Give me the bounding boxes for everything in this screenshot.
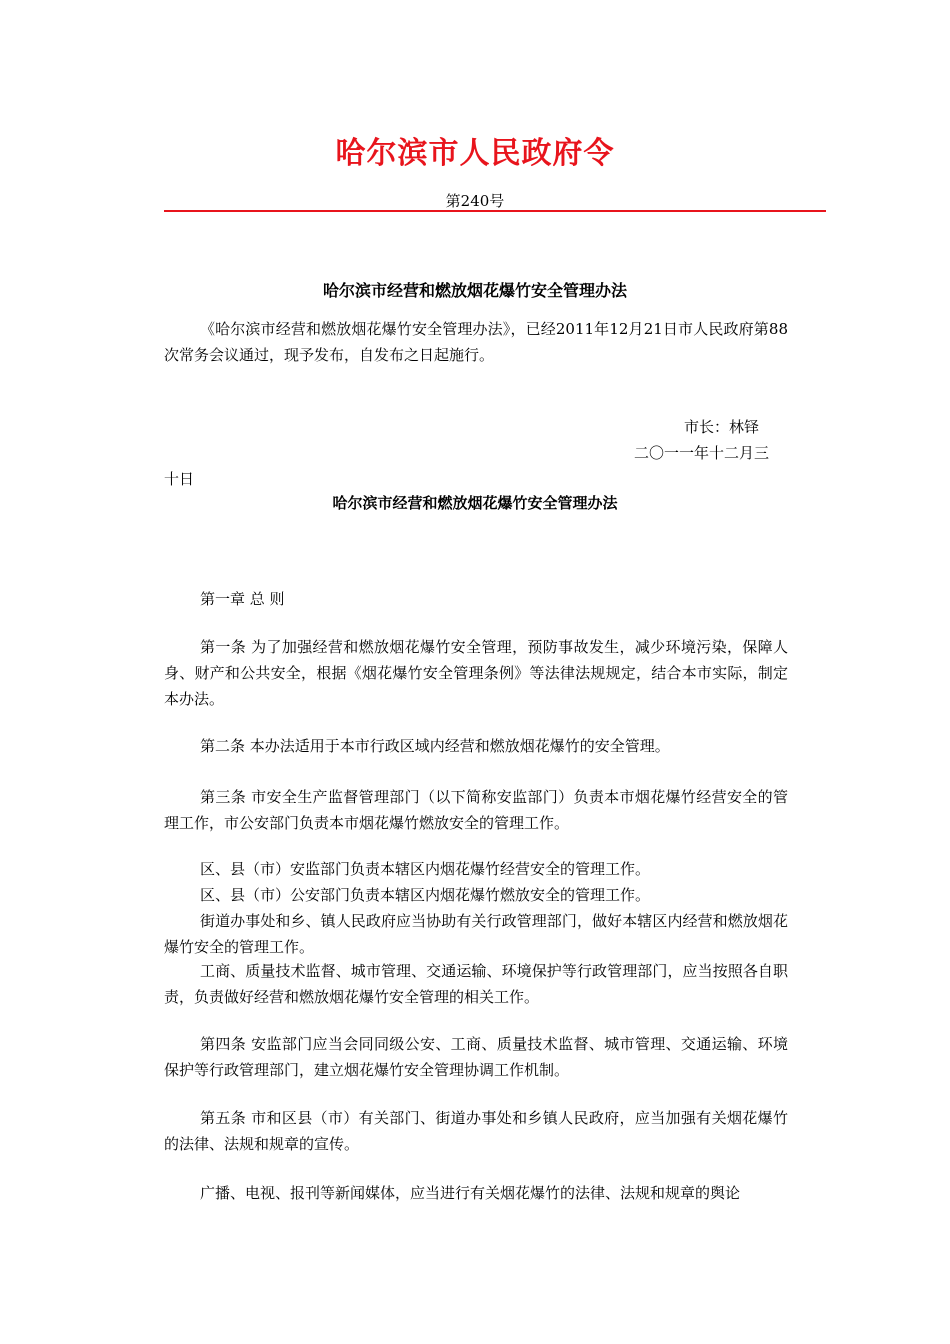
decree-title: 哈尔滨市人民政府令 [335, 136, 615, 171]
article-5: 第五条 市和区县（市）有关部门、街道办事处和乡镇人民政府，应当加强有关烟花爆竹的法律、法规和规章的宣传。 [164, 1109, 788, 1153]
article-3-para-5: 工商、质量技术监督、城市管理、交通运输、环境保护等行政管理部门，应当按照各自职责，负责做好经营和燃放烟花爆竹安全管理的相关工作。 [164, 962, 788, 1006]
chapter-heading: 第一章 总 则 [200, 590, 285, 608]
document-title-repeat: 哈尔滨市经营和燃放烟花爆竹安全管理办法 [332, 494, 618, 512]
date-line-part1: 二〇一一年十二月三 [634, 444, 770, 462]
article-2: 第二条 本办法适用于本市行政区域内经营和燃放烟花爆竹的安全管理。 [200, 737, 670, 755]
red-divider [164, 210, 826, 212]
article-1: 第一条 为了加强经营和燃放烟花爆竹安全管理，预防事故发生，减少环境污染，保障人身、财产和公共安全，根据《烟花爆竹安全管理条例》等法律法规规定，结合本市实际，制定本办法。 [164, 638, 788, 708]
date-line-part2: 十日 [164, 470, 195, 488]
article-3-para-4: 街道办事处和乡、镇人民政府应当协助有关行政管理部门，做好本辖区内经营和燃放烟花爆竹安全的管理工作。 [164, 912, 788, 956]
article-3-para-3: 区、县（市）公安部门负责本辖区内烟花爆竹燃放安全的管理工作。 [200, 886, 651, 904]
decree-number: 第240号 [445, 192, 505, 210]
article-3: 第三条 市安全生产监督管理部门（以下简称安监部门）负责本市烟花爆竹经营安全的管理工作，市公安部门负责本市烟花爆竹燃放安全的管理工作。 [164, 788, 788, 832]
article-4: 第四条 安监部门应当会同同级公安、工商、质量技术监督、城市管理、交通运输、环境保护等行政管理部门，建立烟花爆竹安全管理协调工作机制。 [164, 1035, 788, 1079]
document-title: 哈尔滨市经营和燃放烟花爆竹安全管理办法 [322, 281, 627, 300]
mayor-signature: 市长：林铎 [684, 418, 760, 436]
preamble-paragraph: 《哈尔滨市经营和燃放烟花爆竹安全管理办法》，已经2011年12月21日市人民政府第88次常务会议通过，现予发布，自发布之日起施行。 [164, 320, 788, 364]
article-3-para-2: 区、县（市）安监部门负责本辖区内烟花爆竹经营安全的管理工作。 [200, 860, 651, 878]
article-5-para-2: 广播、电视、报刊等新闻媒体，应当进行有关烟花爆竹的法律、法规和规章的舆论 [200, 1184, 741, 1202]
